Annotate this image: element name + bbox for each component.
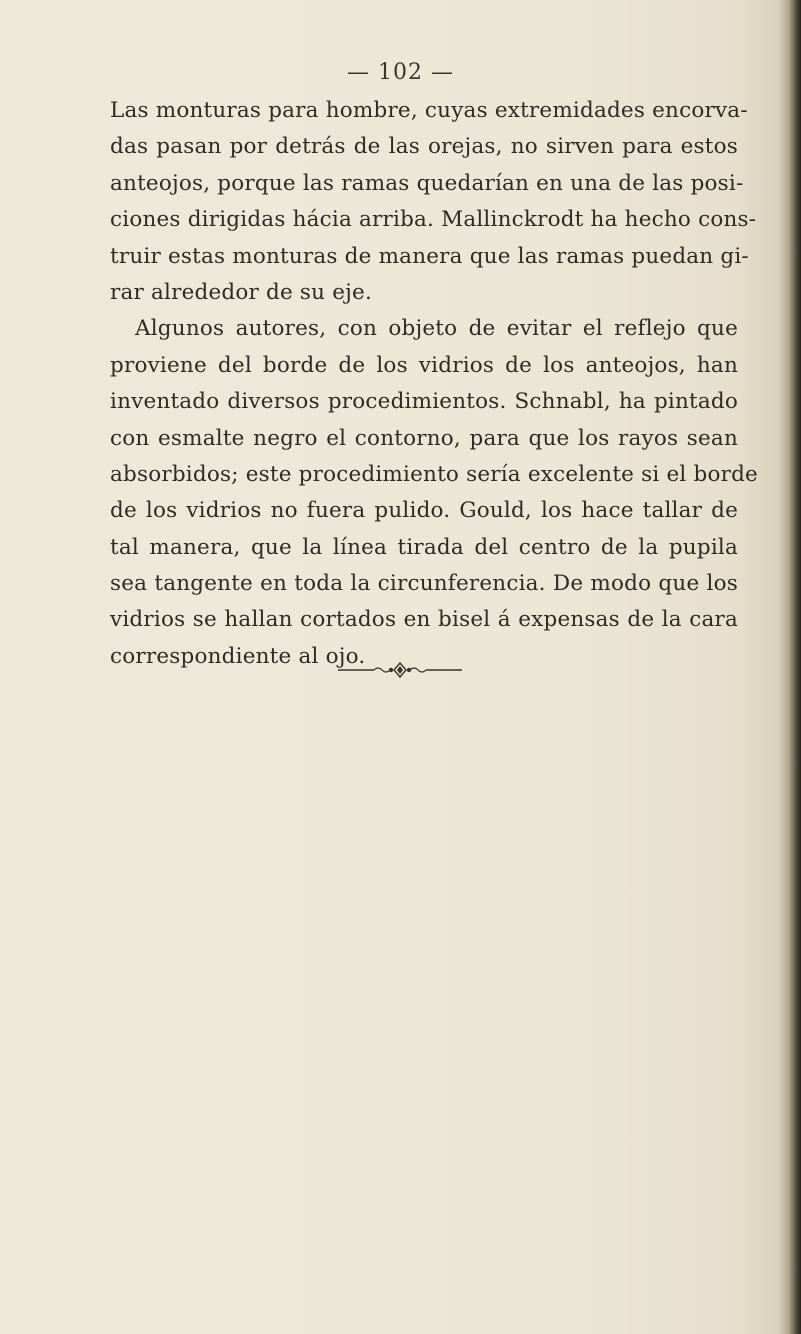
page-edge-shadow bbox=[779, 0, 801, 1334]
text-line: absorbidos; este procedimiento sería excelente si el borde bbox=[110, 461, 758, 487]
text-line: truir estas monturas de manera que las ramas puedan gi- bbox=[110, 243, 749, 269]
text-line: con esmalte negro el contorno, para que los rayos sean bbox=[110, 425, 738, 451]
text-line: sea tangente en toda la circunferencia. De modo que los bbox=[110, 571, 738, 597]
text-line: rar alrededor de su eje. bbox=[110, 279, 372, 305]
text-line: ciones dirigidas hácia arriba. Mallinckrodt ha hecho cons- bbox=[110, 207, 757, 233]
text-line: Las monturas para hombre, cuyas extremidades encorva- bbox=[110, 98, 748, 123]
text-line: das pasan por detrás de las orejas, no sirven para estos bbox=[110, 134, 738, 160]
body-text bbox=[110, 93, 758, 675]
text-line: Algunos autores, con objeto de evitar el reflejo que bbox=[135, 316, 738, 342]
section-ornament-icon bbox=[300, 660, 500, 680]
text-line: de los vidrios no fuera pulido. Gould, los hace tallar de bbox=[110, 498, 738, 524]
text-line: correspondiente al ojo. bbox=[110, 643, 366, 669]
text-line: anteojos, porque las ramas quedarían en una de las posi- bbox=[110, 170, 744, 196]
text-line: vidrios se hallan cortados en bisel á expensas de la cara bbox=[110, 607, 738, 633]
page-number: — 102 — bbox=[347, 60, 454, 85]
text-line: inventado diversos procedimientos. Schnabl, ha pintado bbox=[110, 389, 738, 415]
text-line: tal manera, que la línea tirada del centro de la pupila bbox=[110, 534, 738, 560]
text-line: proviene del borde de los vidrios de los anteojos, han bbox=[110, 352, 738, 378]
